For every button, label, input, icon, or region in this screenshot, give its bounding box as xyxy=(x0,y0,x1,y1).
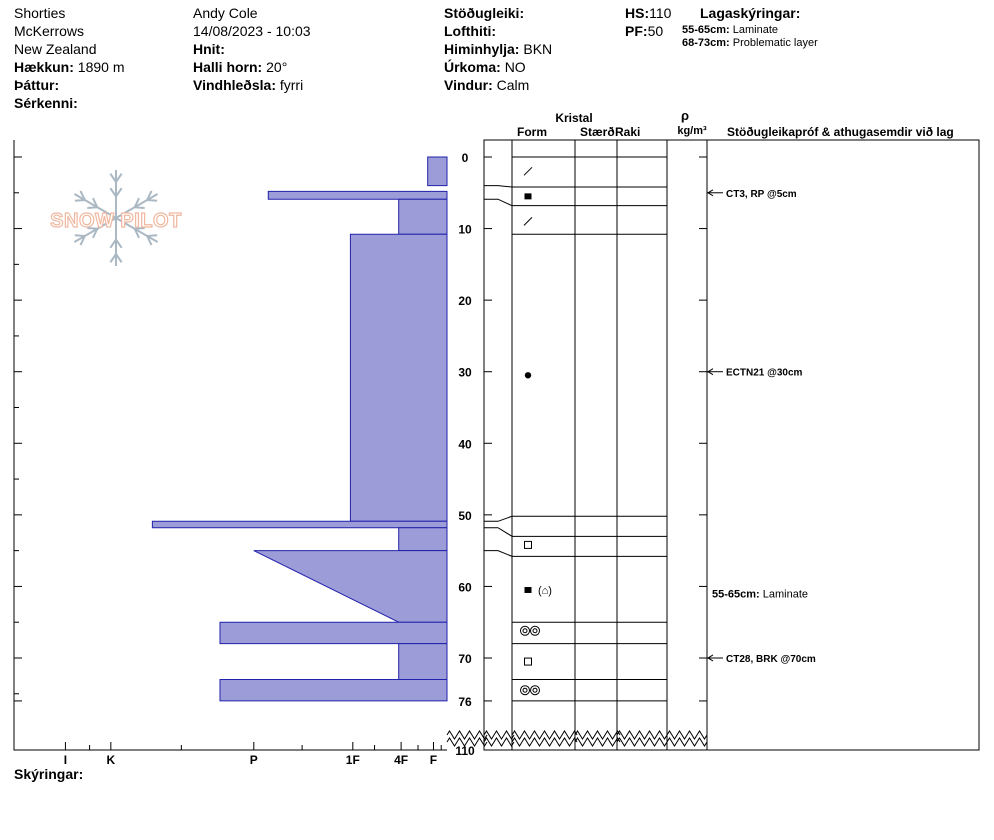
depth-label-76: 76 xyxy=(458,694,472,709)
elevation-label: Hækkun: xyxy=(14,59,74,75)
location-name: Shorties xyxy=(14,5,66,21)
stability-label: Stöðugleiki: xyxy=(444,5,525,21)
precip-particle-icon xyxy=(524,167,532,175)
pf-value: 50 xyxy=(647,23,664,39)
rounded-grain-icon xyxy=(525,372,531,378)
pf-label: PF: xyxy=(625,23,648,39)
stability-test-3: CT28, BRK @70cm xyxy=(726,653,816,665)
layer-connector xyxy=(484,516,512,521)
hardness-label-F: F xyxy=(429,753,438,767)
hardness-label-4F: 4F xyxy=(394,753,409,767)
layer-connector-lines xyxy=(484,186,512,557)
hardness-bar-9 xyxy=(399,644,447,680)
layer-comment-range: 55-65cm: xyxy=(712,588,763,601)
hardness-bar-3 xyxy=(399,199,447,234)
kristal-header: Kristal xyxy=(555,111,593,125)
hardness-bar-1 xyxy=(428,157,447,186)
faceted-crystal-icon xyxy=(525,587,532,593)
logo-text: SNOW PILOT xyxy=(50,210,182,232)
hardness-bar-5 xyxy=(152,521,447,527)
break-zigzag xyxy=(512,738,577,746)
layer-comment-1 xyxy=(712,589,808,601)
depth-label-30: 30 xyxy=(458,365,472,380)
layer-connector xyxy=(484,186,512,187)
layer-note-1-range: 55-65cm: xyxy=(682,24,730,36)
country-name: New Zealand xyxy=(14,41,97,57)
hardness-bars xyxy=(152,157,447,701)
wind-loading-label: Vindhleðsla: xyxy=(193,77,276,93)
comments-label: Skýringar: xyxy=(14,766,84,782)
melt-form-icon xyxy=(523,629,527,633)
snowflake-branch xyxy=(135,207,145,208)
layer-connector xyxy=(484,551,512,557)
hardness-label-K: K xyxy=(106,753,116,767)
depth-label-0: 0 xyxy=(461,151,469,165)
form-header: Form xyxy=(517,125,547,139)
break-zigzag xyxy=(484,738,514,746)
hardness-bar-6 xyxy=(399,528,447,551)
layer-connector xyxy=(484,199,512,205)
tests-header: Stöðugleikapróf & athugasemdir við lag xyxy=(727,125,954,139)
snowpilot-logo xyxy=(50,170,182,266)
stability-test-2: ECTN21 @30cm xyxy=(726,367,803,379)
precip-label: Úrkoma: xyxy=(444,59,501,75)
depth-tick-marks-left xyxy=(14,157,22,701)
aspect-label: Þáttur: xyxy=(14,77,60,93)
depth-label-bottom: 110 xyxy=(455,744,475,758)
precip-particle-icon xyxy=(524,217,532,225)
stability-test-annotations xyxy=(707,189,816,665)
air-temp-label: Lofthiti: xyxy=(444,23,497,39)
break-zigzag xyxy=(447,731,487,739)
layer-connector xyxy=(484,528,512,537)
slope-value: 20° xyxy=(266,59,288,75)
depth-label-10: 10 xyxy=(458,222,472,237)
hardness-bar-7 xyxy=(254,551,447,623)
stability-test-1: CT3, RP @5cm xyxy=(726,188,797,200)
precip-value: NO xyxy=(504,59,526,75)
hardness-label-P: P xyxy=(249,753,258,767)
depth-axis-labels xyxy=(455,151,475,758)
rho-header: ρ xyxy=(680,108,690,123)
elevation-value: 1890 m xyxy=(77,59,125,75)
layer-note-2-text: Problematic layer xyxy=(732,37,818,49)
hs-value: 110 xyxy=(649,5,672,21)
density-unit-header: kg/m³ xyxy=(677,125,707,137)
layer-boundary-lines xyxy=(512,157,667,701)
secondary-form-icon: (⌂) xyxy=(538,584,552,597)
observation-datetime: 14/08/2023 - 10:03 xyxy=(193,23,311,39)
hardness-label-I: I xyxy=(63,753,68,767)
hs-label: HS: xyxy=(625,5,650,21)
melt-form-icon xyxy=(523,688,527,692)
hardness-axis-labels xyxy=(64,742,441,767)
depth-break-marks xyxy=(447,731,707,746)
sky-value: BKN xyxy=(523,41,553,57)
snowflake-branch xyxy=(87,207,97,208)
faceted-crystal-icon xyxy=(525,193,532,199)
observer-name: Andy Cole xyxy=(193,5,258,21)
layer-note-2-range: 68-73cm: xyxy=(682,37,730,49)
coord-label: Hnit: xyxy=(193,41,225,57)
hardness-bar-2 xyxy=(268,191,447,199)
moisture-header: Raki xyxy=(615,125,641,139)
hardness-label-1F: 1F xyxy=(345,753,360,767)
size-header: Stærð xyxy=(580,125,615,139)
depth-tick-marks-right xyxy=(484,157,707,701)
faceted-open-icon xyxy=(525,541,532,548)
wind-value: Calm xyxy=(496,77,530,93)
depth-label-70: 70 xyxy=(458,651,472,666)
faceted-open-icon xyxy=(525,658,532,665)
break-zigzag xyxy=(667,731,707,739)
depth-label-40: 40 xyxy=(458,437,472,452)
grain-form-symbols xyxy=(521,167,552,694)
depth-label-50: 50 xyxy=(458,508,472,523)
sky-label: Himinhylja: xyxy=(444,41,520,57)
hardness-bar-10 xyxy=(220,679,447,700)
specifics-label: Sérkenni: xyxy=(14,95,78,111)
melt-form-icon xyxy=(521,626,530,635)
wind-label: Vindur: xyxy=(444,77,493,93)
layer-note-1-text: Laminate xyxy=(732,24,779,36)
snowflake-branch xyxy=(75,235,85,236)
range-name: McKerrows xyxy=(14,23,85,39)
melt-form-icon xyxy=(531,686,540,695)
snowflake-branch xyxy=(75,200,85,201)
wind-loading-value: fyrri xyxy=(279,77,304,93)
hardness-bar-8 xyxy=(220,622,447,643)
snowflake-branch xyxy=(147,235,157,236)
layer-comment-text: Laminate xyxy=(762,588,809,601)
hardness-bar-4 xyxy=(350,234,447,521)
melt-form-icon xyxy=(533,629,537,633)
depth-label-20: 20 xyxy=(458,294,472,309)
melt-form-icon xyxy=(531,626,540,635)
break-zigzag xyxy=(667,738,707,746)
snowflake-branch xyxy=(147,200,157,201)
melt-form-icon xyxy=(533,688,537,692)
layer-notes-title-text: Lagaskýringar: xyxy=(700,5,801,21)
break-zigzag xyxy=(484,731,514,739)
depth-label-60: 60 xyxy=(458,580,472,595)
melt-form-icon xyxy=(521,686,530,695)
break-zigzag xyxy=(575,738,620,746)
slope-label: Halli horn: xyxy=(193,59,263,75)
